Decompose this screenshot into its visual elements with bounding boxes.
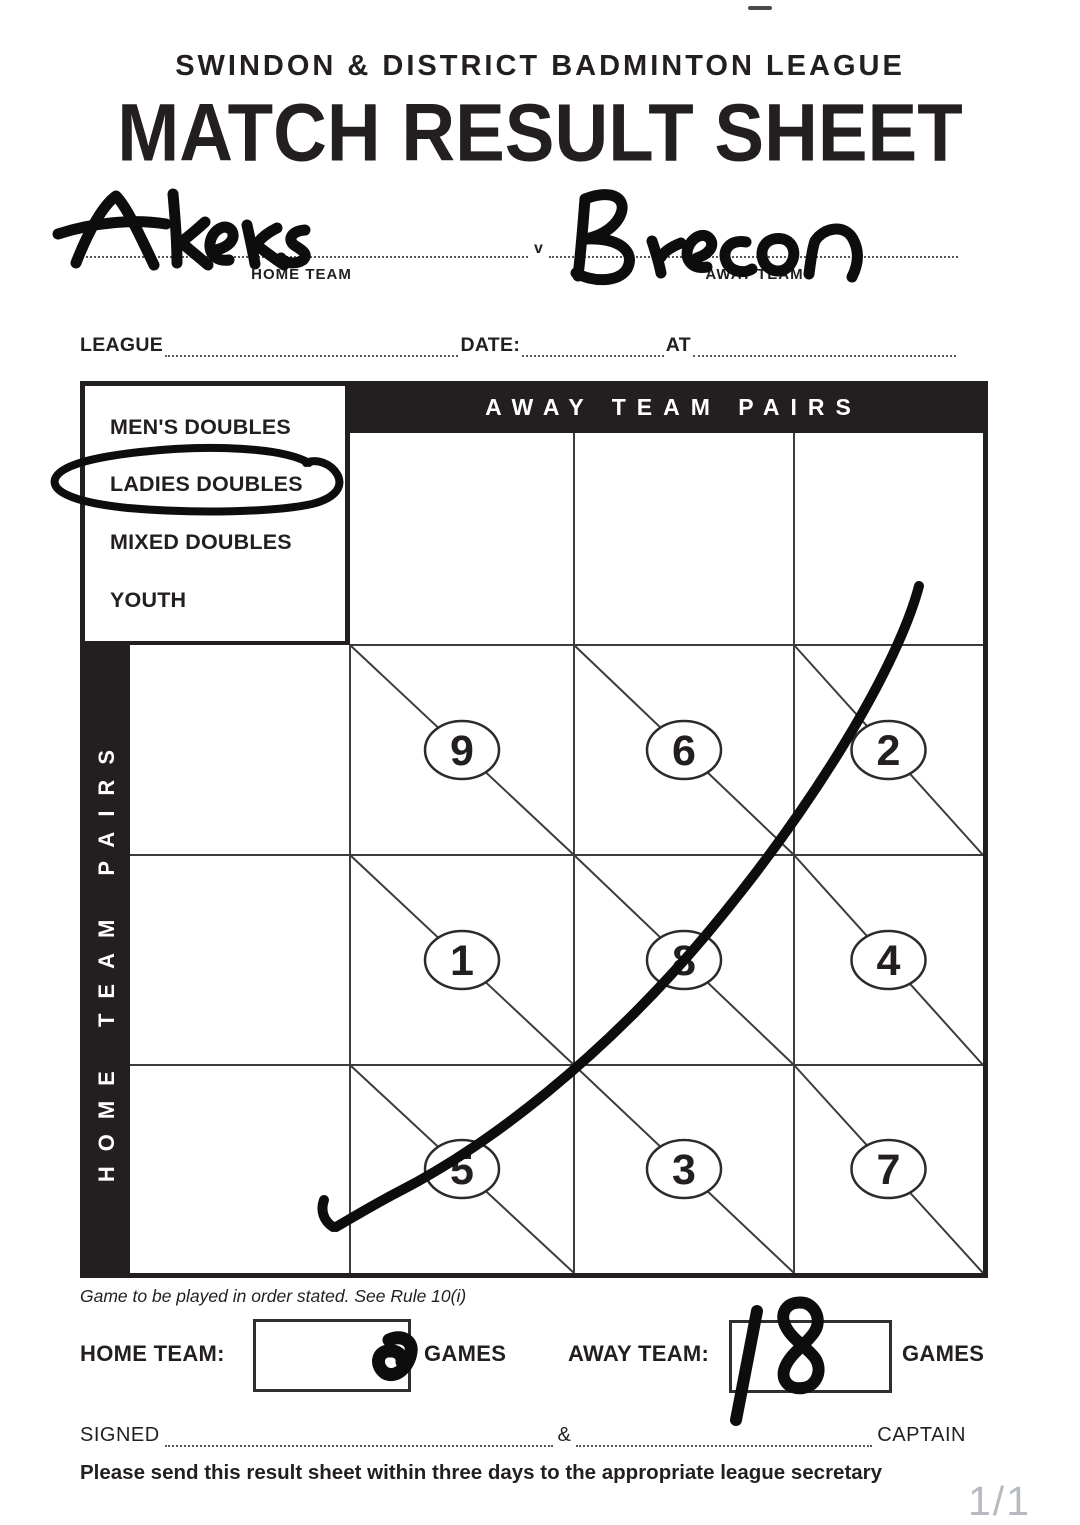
- games-label-home: GAMES: [424, 1341, 507, 1366]
- game-number: 2: [876, 727, 901, 775]
- game-number: 4: [876, 937, 901, 985]
- game-number: 3: [672, 1146, 696, 1194]
- signed-label: SIGNED: [80, 1424, 160, 1446]
- page-indicator: 1/1: [968, 1478, 1031, 1524]
- league-date-at-line: [80, 334, 958, 357]
- game-number: 1: [450, 937, 474, 985]
- home-games-box: [253, 1319, 411, 1392]
- home-team-write-line: [78, 240, 528, 258]
- home-team-pairs-label: HOME TEAM PAIRS: [94, 735, 119, 1183]
- category-ladies-doubles: LADIES DOUBLES: [110, 472, 303, 496]
- captain-label: CAPTAIN: [877, 1424, 966, 1446]
- games-label-away: GAMES: [902, 1341, 985, 1366]
- signed-line: [80, 1424, 966, 1447]
- results-grid: [80, 381, 988, 1278]
- away-team-caption: AWAY TEAM: [705, 266, 804, 283]
- team-names-line: [78, 240, 958, 258]
- league-title: SWINDON & DISTRICT BADMINTON LEAGUE: [175, 50, 905, 82]
- versus-label: v: [534, 240, 543, 257]
- send-instruction: Please send this result sheet within three days to the appropriate league secretary: [80, 1461, 883, 1484]
- at-label: AT: [665, 334, 691, 356]
- grid-cells: [350, 645, 983, 1273]
- category-youth: YOUTH: [110, 588, 187, 612]
- ampersand: &: [557, 1424, 572, 1446]
- category-mixed-doubles: MIXED DOUBLES: [110, 530, 292, 554]
- sheet-title: MATCH RESULT SHEET: [117, 87, 963, 179]
- date-write-line: [522, 339, 664, 357]
- signature-line-1: [165, 1429, 553, 1447]
- rule-note: Game to be played in order stated. See Rule 10(i): [80, 1286, 467, 1306]
- home-team-games-label: HOME TEAM:: [80, 1341, 225, 1366]
- game-number: 6: [672, 727, 696, 775]
- game-number: 8: [672, 937, 696, 985]
- league-write-line: [165, 339, 458, 357]
- away-team-pairs-header: AWAY TEAM PAIRS: [485, 393, 862, 420]
- at-write-line: [693, 339, 956, 357]
- grid-inner-lines: [130, 433, 983, 1273]
- grid-outer-border: [83, 384, 986, 1276]
- signature-line-2: [576, 1429, 872, 1447]
- game-number: 5: [450, 1146, 474, 1194]
- home-team-pairs-header: [84, 645, 130, 1273]
- away-team-games-label: AWAY TEAM:: [568, 1341, 710, 1366]
- category-mens-doubles: MEN'S DOUBLES: [110, 415, 291, 439]
- game-number: 9: [450, 727, 474, 775]
- date-label: DATE:: [460, 334, 521, 356]
- away-team-write-line: [549, 240, 958, 258]
- away-games-box: [729, 1320, 892, 1393]
- game-number: 7: [876, 1146, 901, 1194]
- home-team-caption: HOME TEAM: [251, 266, 352, 283]
- league-label: LEAGUE: [80, 334, 164, 356]
- grid-lines: [80, 381, 988, 1278]
- scan-artifact: [748, 6, 772, 10]
